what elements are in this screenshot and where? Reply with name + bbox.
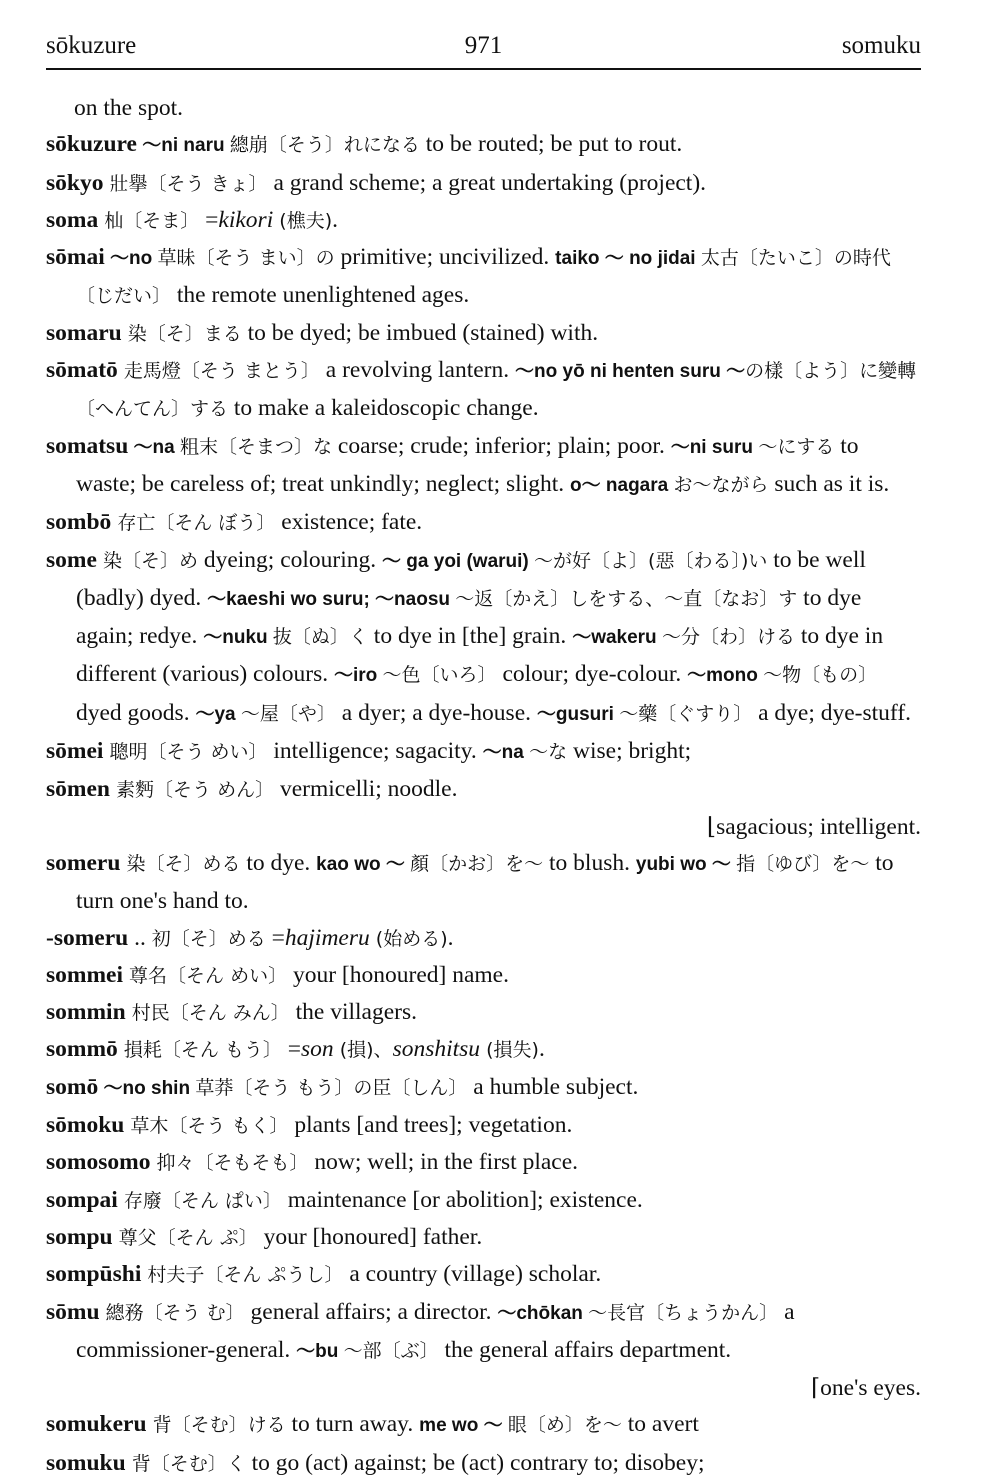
japanese-text: 背〔そむ〕く xyxy=(125,1452,246,1475)
dictionary-entry xyxy=(46,504,921,541)
japanese-text: ～分〔わ〕ける xyxy=(661,626,795,649)
japanese-text: ～長官〔ちょうかん〕 xyxy=(588,1301,779,1324)
translation: to dye again; redye. xyxy=(76,584,862,650)
translation: to turn away. xyxy=(285,1411,420,1438)
page-number: 971 xyxy=(464,32,503,59)
translation: dyed goods. xyxy=(76,699,196,726)
headword: some xyxy=(46,546,97,573)
subentry-romaji: ～ni suru xyxy=(670,436,759,458)
japanese-text: 背〔そむ〕ける xyxy=(146,1414,286,1437)
headword: sōmatō xyxy=(46,357,118,384)
japanese-text: 損耗〔そん もう〕 xyxy=(117,1039,282,1062)
translation: general affairs; a director. xyxy=(244,1298,498,1325)
translation: to make a kaleidoscopic change. xyxy=(228,395,539,422)
dictionary-entry xyxy=(46,1182,921,1219)
headword: sōmoku xyxy=(46,1112,125,1139)
translation: . xyxy=(447,924,454,951)
translation: a dyer; a dye-house. xyxy=(335,699,537,726)
japanese-text: ～な xyxy=(529,741,568,764)
italic-reference: son xyxy=(301,1036,334,1063)
subentry-romaji: taiko ～ no jidai xyxy=(555,248,701,270)
japanese-text: (樵夫) xyxy=(273,209,333,232)
subentry-romaji: o～ nagara xyxy=(570,474,674,496)
japanese-text: 村民〔そん みん〕 xyxy=(125,1002,290,1025)
translation: the villagers. xyxy=(289,999,418,1026)
japanese-text: ～色〔いろ〕 xyxy=(382,664,497,687)
japanese-text: 村夫子〔そん ぷうし〕 xyxy=(141,1264,344,1287)
translation: = xyxy=(199,206,219,233)
dictionary-entry xyxy=(46,957,921,994)
japanese-text: 總崩〔そう〕れになる xyxy=(229,134,420,157)
translation: . xyxy=(538,1036,545,1063)
translation: to dye in different (various) colours. xyxy=(76,623,884,688)
headword: sōkyo xyxy=(46,169,104,196)
japanese-text: 尊父〔そん ぷ〕 xyxy=(112,1226,258,1249)
japanese-text: 染〔そ〕め xyxy=(96,549,198,572)
japanese-text: 太古〔たいこ〕の時代〔じだい〕 xyxy=(76,247,891,308)
japanese-text: ～物〔もの〕 xyxy=(763,664,878,687)
subentry-romaji: ～mono xyxy=(687,665,764,687)
translation: a commissioner-general. xyxy=(76,1298,795,1363)
headword: somaru xyxy=(46,319,122,346)
japanese-text: ～部〔ぶ〕 xyxy=(343,1339,439,1362)
subentry-romaji: ～na xyxy=(128,436,180,458)
subentry-romaji: ～kaeshi wo suru; ～naosu xyxy=(207,588,456,610)
subentry-romaji: yubi wo ～ xyxy=(635,853,737,875)
subentry-romaji: ～no yō ni henten suru ～ xyxy=(515,361,746,383)
headword: sommin xyxy=(46,999,126,1026)
japanese-text: (損)、 xyxy=(333,1039,393,1062)
dictionary-entry xyxy=(46,202,921,239)
translation: to waste; be careless of; treat unkindly; neglect; slight. xyxy=(76,432,859,497)
dictionary-entry xyxy=(46,1445,921,1482)
japanese-text: 指〔ゆび〕を～ xyxy=(736,852,870,875)
japanese-text: 草莽〔そう もう〕の臣〔しん〕 xyxy=(195,1076,468,1099)
dictionary-entries xyxy=(46,90,921,1482)
dictionary-entry xyxy=(46,90,921,126)
headword: somō xyxy=(46,1073,99,1100)
translation: to dye in [the] grain. xyxy=(367,623,573,650)
subentry-romaji: ～chōkan xyxy=(497,1302,589,1324)
dictionary-entry xyxy=(46,352,921,428)
japanese-text: 草昧〔そう まい〕の xyxy=(157,247,335,270)
dictionary-entry xyxy=(46,165,921,202)
dictionary-entry xyxy=(46,994,921,1031)
dictionary-entry xyxy=(46,1219,921,1256)
headword: somatsu xyxy=(46,432,129,459)
japanese-text: 存亡〔そん ぼう〕 xyxy=(111,512,276,535)
translation: a grand scheme; a great undertaking (project). xyxy=(267,169,707,196)
italic-reference: hajimeru xyxy=(284,924,370,951)
translation: = xyxy=(265,924,285,951)
dictionary-entry xyxy=(46,1406,921,1444)
headword: sompu xyxy=(46,1223,113,1250)
dictionary-entry xyxy=(46,1031,921,1068)
headword: sompūshi xyxy=(46,1261,142,1288)
translation: .. xyxy=(128,924,152,951)
japanese-text: 初〔そ〕める xyxy=(151,927,266,950)
headword: sōmei xyxy=(46,738,104,765)
translation: the general affairs department. xyxy=(438,1336,732,1363)
dictionary-entry xyxy=(46,239,921,315)
headword: somosomo xyxy=(46,1149,151,1176)
translation: to go (act) against; be (act) contrary to; disobey; xyxy=(245,1449,705,1476)
page-header xyxy=(46,28,921,70)
headword: sompai xyxy=(46,1186,118,1213)
japanese-text: (損失) xyxy=(480,1039,539,1062)
subentry-romaji: ～no xyxy=(104,248,158,270)
japanese-text: 走馬燈〔そう まとう〕 xyxy=(117,360,320,383)
japanese-text: ～にする xyxy=(758,435,835,458)
translation: the remote unenlightened ages. xyxy=(171,282,470,309)
japanese-text: ～屋〔や〕 xyxy=(240,702,336,725)
japanese-text: 染〔そ〕める xyxy=(120,852,241,875)
translation: dyeing; colouring. xyxy=(197,546,383,573)
japanese-text: 杣〔そま〕 xyxy=(98,209,200,232)
translation: your [honoured] name. xyxy=(287,961,509,988)
japanese-text: 尊名〔そん めい〕 xyxy=(123,964,288,987)
translation: to blush. xyxy=(543,849,636,876)
dictionary-entry xyxy=(46,1107,921,1144)
headword: sōkuzure xyxy=(46,131,137,158)
subentry-romaji: ～bu xyxy=(296,1340,344,1362)
japanese-text: 顏〔かお〕を～ xyxy=(410,852,544,875)
translation: a revolving lantern. xyxy=(319,357,516,384)
headword: sommō xyxy=(46,1036,118,1063)
dictionary-entry xyxy=(46,126,921,164)
subentry-romaji: ～ ga yoi (warui) xyxy=(382,550,535,572)
translation: existence; fate. xyxy=(275,509,423,536)
japanese-text: ～返〔かえ〕しをする、～直〔なお〕す xyxy=(455,587,798,610)
headword: somukeru xyxy=(46,1411,147,1438)
headword: somuku xyxy=(46,1449,126,1476)
japanese-text: 抑々〔そもそも〕 xyxy=(150,1152,309,1175)
translation: a humble subject. xyxy=(467,1073,639,1100)
translation: vermicelli; noodle. xyxy=(274,776,458,803)
header-last-headword: somuku xyxy=(841,32,921,59)
japanese-text: ～藥〔ぐすり〕 xyxy=(619,702,753,725)
translation: your [honoured] father. xyxy=(257,1223,483,1250)
dictionary-entry xyxy=(46,1294,921,1407)
translation: a country (village) scholar. xyxy=(343,1261,602,1288)
dictionary-entry xyxy=(46,1069,921,1107)
japanese-text: 聰明〔そう めい〕 xyxy=(103,741,268,764)
dictionary-entry xyxy=(46,542,921,733)
translation: . xyxy=(332,206,338,233)
headword: -someru xyxy=(46,924,129,951)
translation: plants [and trees]; vegetation. xyxy=(288,1112,573,1139)
dictionary-entry xyxy=(46,315,921,352)
japanese-text: ～が好〔よ〕(惡〔わる〕)い xyxy=(534,549,768,572)
translation: such as it is. xyxy=(768,470,890,497)
dictionary-entry xyxy=(46,428,921,505)
dictionary-entry xyxy=(46,771,921,845)
headword: sōmai xyxy=(46,244,105,271)
italic-reference: kikori xyxy=(218,206,274,233)
headword: sommei xyxy=(46,961,124,988)
japanese-text: 存廢〔そん ぱい〕 xyxy=(117,1189,282,1212)
japanese-text: 草木〔そう もく〕 xyxy=(124,1115,289,1138)
dictionary-entry xyxy=(46,845,921,920)
japanese-text: 壯擧〔そう きょ〕 xyxy=(103,172,268,195)
dictionary-entry xyxy=(46,1144,921,1181)
subentry-romaji: ～na xyxy=(482,742,530,764)
japanese-text: 總務〔そう む〕 xyxy=(99,1301,245,1324)
dictionary-entry xyxy=(46,920,921,957)
subentry-romaji: ～gusuri xyxy=(536,703,620,725)
translation: to turn one's hand to. xyxy=(76,849,894,915)
translation: a dye; dye-stuff. xyxy=(752,699,912,726)
subentry-romaji: ～wakeru xyxy=(572,627,662,649)
translation: coarse; crude; inferior; plain; poor. xyxy=(332,432,671,459)
subentry-romaji: ～nuku xyxy=(203,627,273,649)
japanese-text: 粗末〔そまつ〕な xyxy=(180,435,333,458)
translation: = xyxy=(281,1036,302,1063)
translation: colour; dye-colour. xyxy=(496,661,688,688)
headword: sōmen xyxy=(46,776,110,803)
japanese-text: 染〔そ〕まる xyxy=(121,322,242,345)
translation: primitive; uncivilized. xyxy=(334,244,556,271)
japanese-text: 眼〔め〕を～ xyxy=(507,1414,622,1437)
italic-reference: sonshitsu xyxy=(392,1036,481,1063)
translation: now; well; in the first place. xyxy=(308,1149,579,1176)
japanese-text: (始める) xyxy=(369,927,448,950)
japanese-text: の樣〔よう〕に變轉〔へんてん〕する xyxy=(76,360,917,421)
translation: to be well (badly) dyed. xyxy=(76,546,866,611)
overflow-continuation: ⌊sagacious; intelligent. xyxy=(706,813,921,840)
dictionary-entry xyxy=(46,733,921,771)
translation: wise; bright; xyxy=(567,738,692,765)
translation: maintenance [or abolition]; existence. xyxy=(281,1186,643,1213)
subentry-romaji: kao wo ～ xyxy=(316,853,411,875)
subentry-romaji: ～iro xyxy=(333,665,383,687)
headword: soma xyxy=(46,206,99,233)
subentry-romaji: ～no shin xyxy=(98,1077,196,1099)
dictionary-entry xyxy=(46,1256,921,1293)
translation: to avert xyxy=(621,1411,699,1438)
translation: intelligence; sagacity. xyxy=(267,738,483,765)
headword: sōmu xyxy=(46,1298,100,1325)
japanese-text: 抜〔ぬ〕く xyxy=(272,626,368,649)
translation: to dye. xyxy=(240,849,317,876)
translation: on the spot. xyxy=(74,95,184,121)
subentry-romaji: me wo ～ xyxy=(419,1415,508,1437)
headword: sombō xyxy=(46,509,112,536)
translation: to be routed; be put to rout. xyxy=(419,131,683,158)
headword: someru xyxy=(46,849,121,876)
japanese-text: 素麪〔そう めん〕 xyxy=(109,779,275,802)
japanese-text: お～ながら xyxy=(673,473,769,496)
translation: to be dyed; be imbued (stained) with. xyxy=(241,319,599,346)
subentry-romaji: ～ya xyxy=(195,703,241,725)
subentry-romaji: ～ni naru xyxy=(136,135,230,157)
header-first-headword: sōkuzure xyxy=(46,32,137,59)
overflow-continuation: ⌈one's eyes. xyxy=(811,1375,921,1402)
